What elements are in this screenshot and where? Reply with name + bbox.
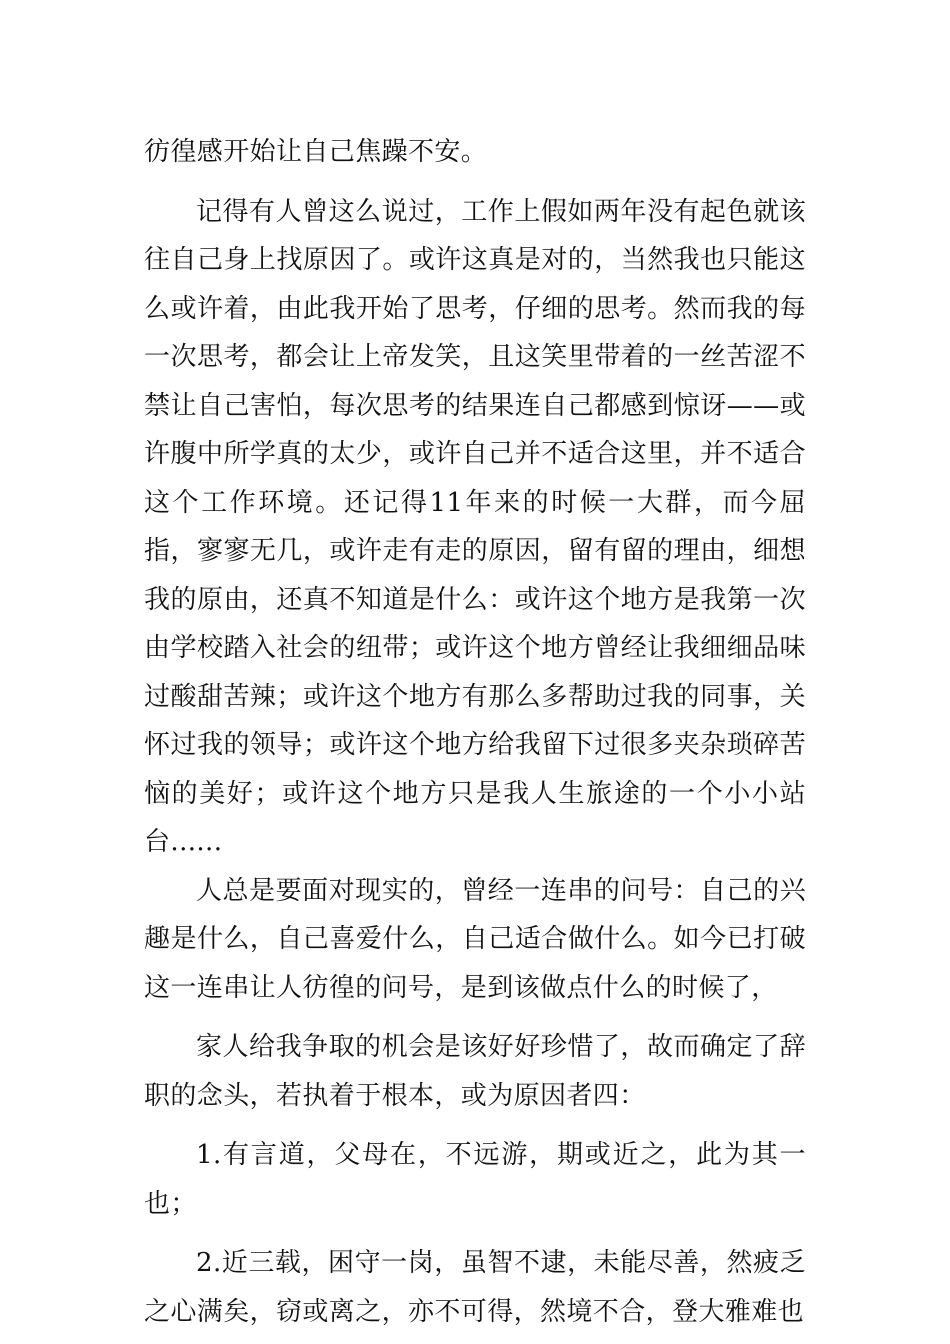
- paragraph-continuation: 彷徨感开始让自己焦躁不安。: [144, 137, 488, 167]
- paragraph-reason-1: 1.有言道，父母在，不远游，期或近之，此为其一也；: [144, 1140, 806, 1219]
- body-text: [144, 128, 806, 1336]
- paragraph-reason-2: 2.近三载，困守一岗，虽智不逮，未能尽善，然疲乏之心满矣，窃或离之，亦不可得，然境不合，登大雅难也: [144, 1248, 806, 1327]
- paragraph-reality: 人总是要面对现实的，曾经一连串的问号：自己的兴趣是什么，自己喜爱什么，自己适合做什么。如今已打破这一连串让人彷徨的问号，是到该做点什么的时候了，: [144, 875, 806, 1003]
- paragraph-decision: 家人给我争取的机会是该好好珍惜了，故而确定了辞职的念头，若执着于根本，或为原因者四：: [144, 1032, 806, 1111]
- paragraph-reflection: 记得有人曾这么说过，工作上假如两年没有起色就该往自己身上找原因了。或许这真是对的，当然我也只能这么或许着，由此我开始了思考，仔细的思考。然而我的每一次思考，都会让上帝发笑，且这笑里带着的一丝苦涩不禁让自己害怕，每次思考的结果连自己都感到惊讶——或许腹中所学真的太少，或许自己并不适合这里，并不适合这个工作环境。还记得11年来的时候一大群，而今屈指，寥寥无几，或许走有走的原因，留有留的理由，细想我的原由，还真不知道是什么：或许这个地方是我第一次由学校踏入社会的纽带；或许这个地方曾经让我细细品味过酸甜苦辣；或许这个地方有那么多帮助过我的同事，关怀过我的领导；或许这个地方给我留下过很多夹杂琐碎苦恼的美好；或许这个地方只是我人生旅途的一个小小站台......: [144, 196, 806, 857]
